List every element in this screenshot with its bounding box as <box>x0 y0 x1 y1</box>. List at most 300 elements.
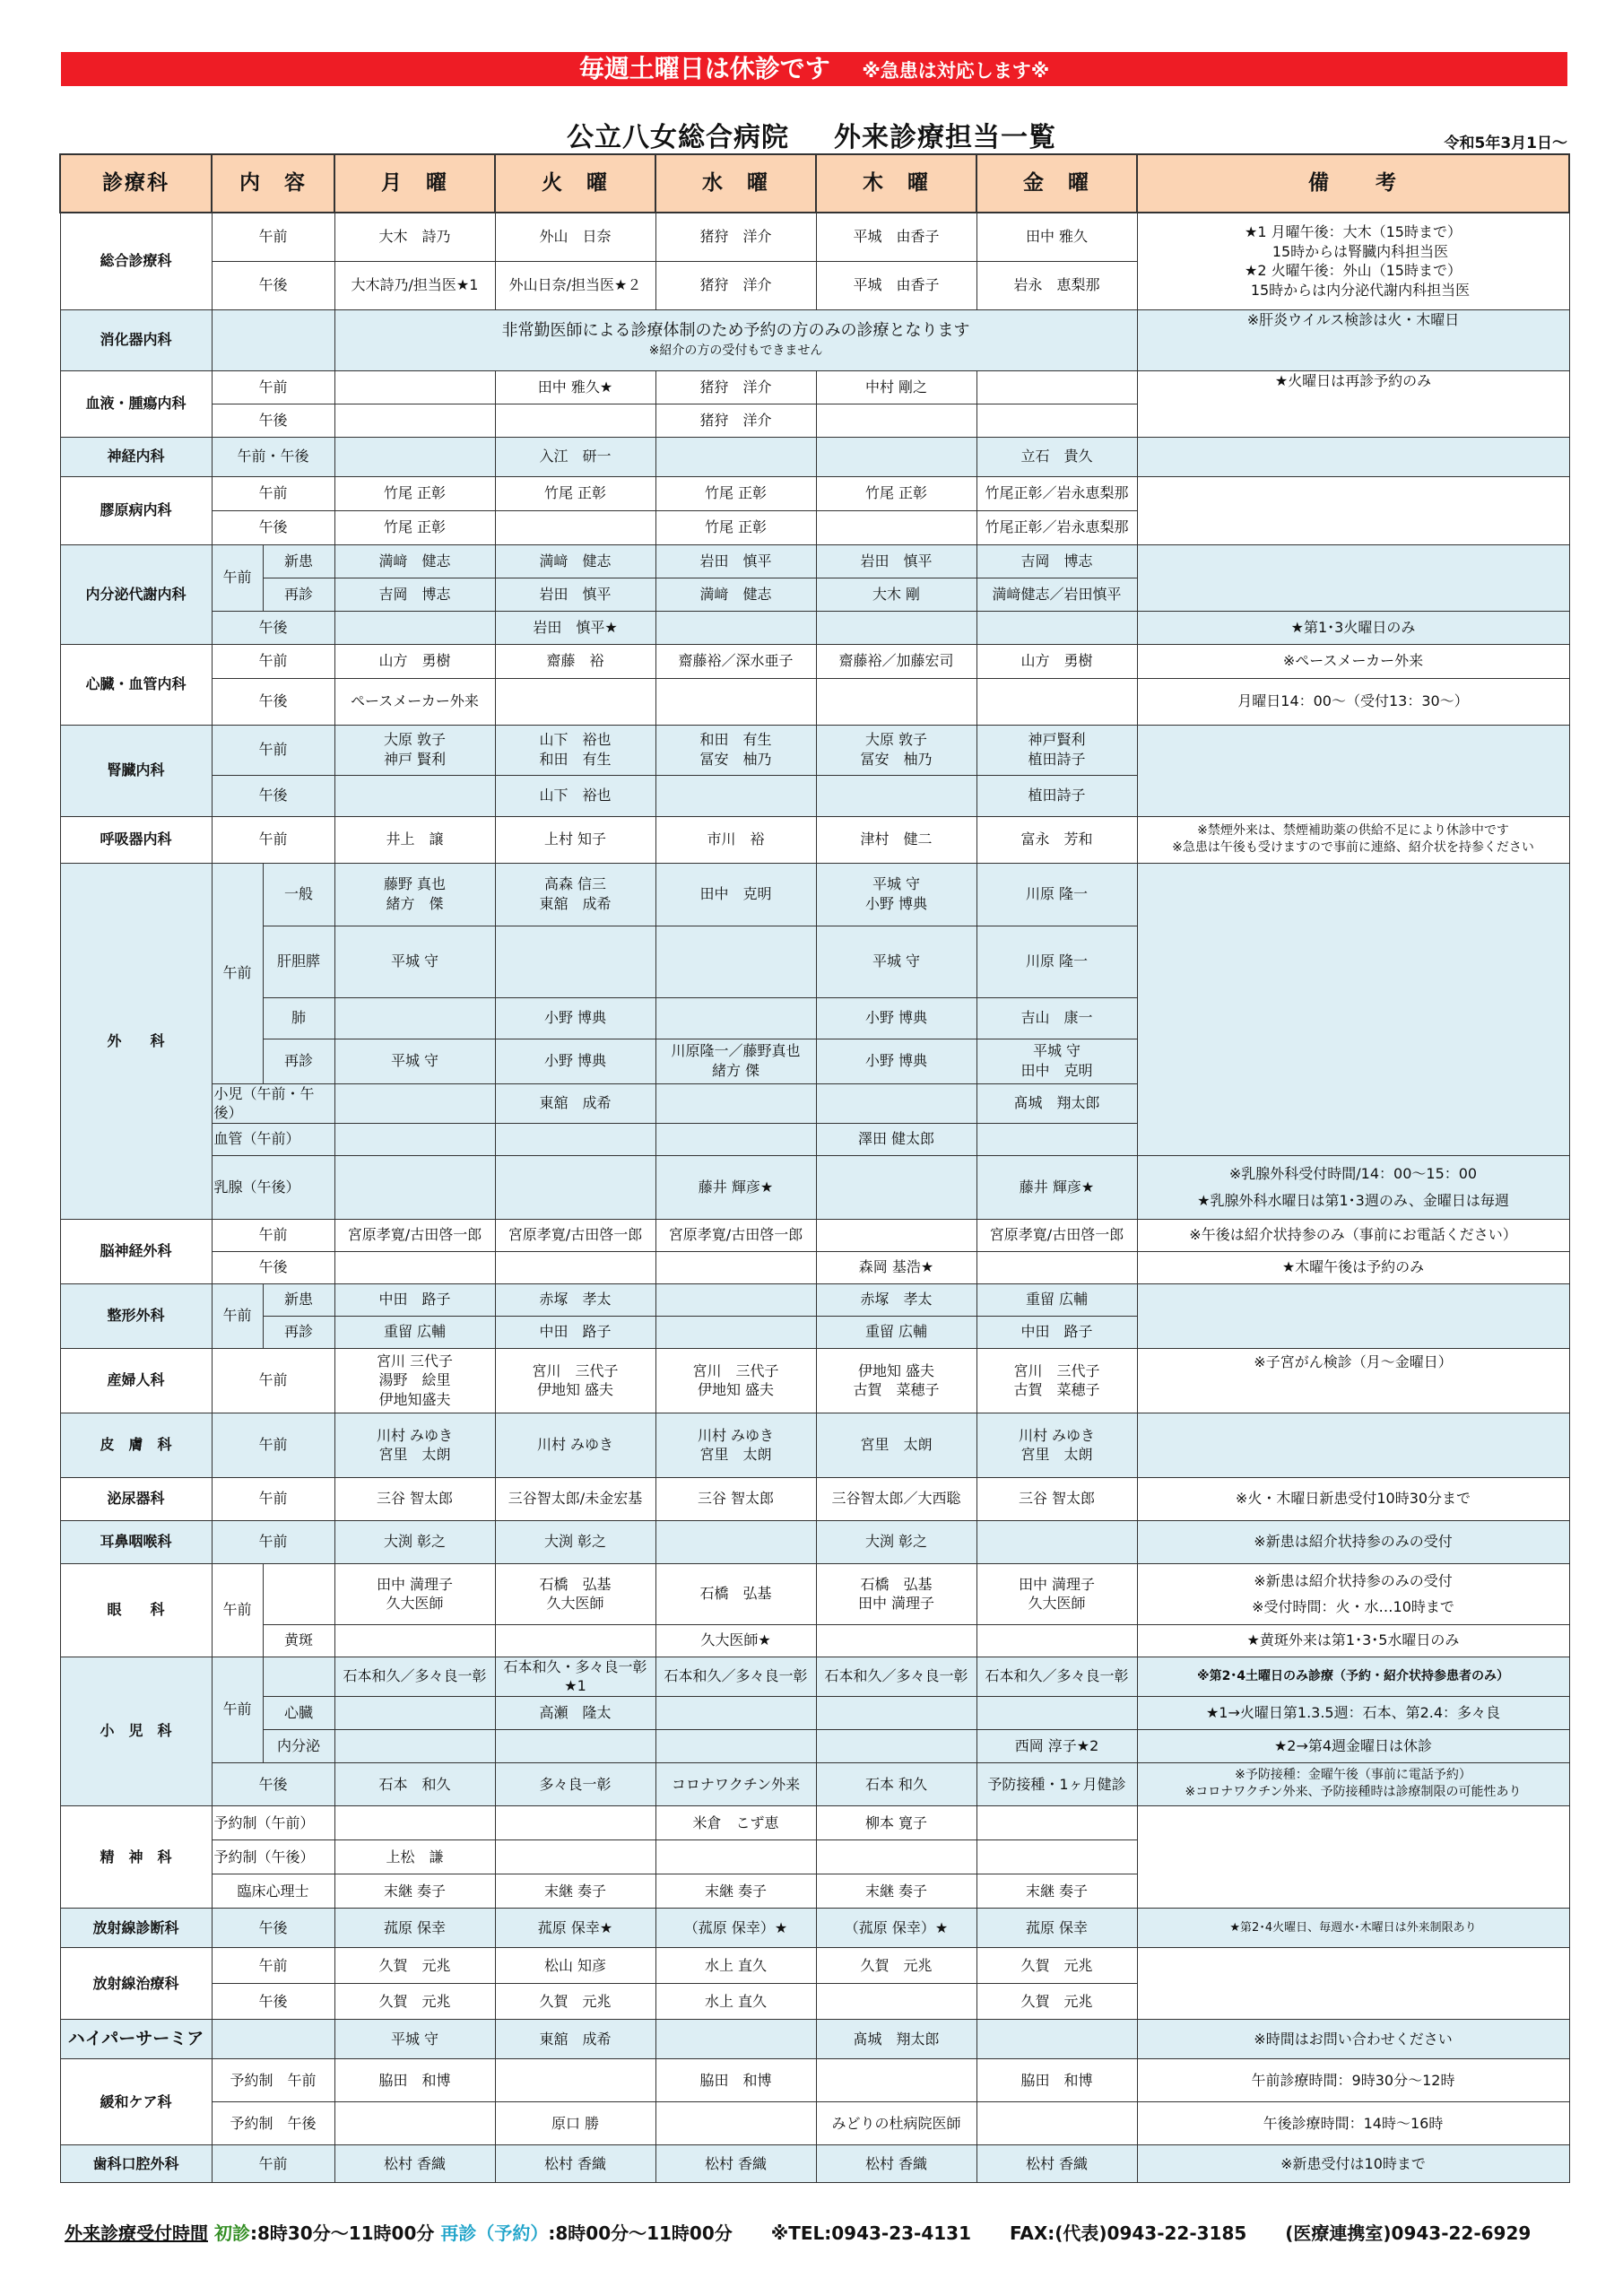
reception-hours-footer <box>65 2219 1531 2245</box>
doctor-cell: 上村 知子 <box>495 816 655 863</box>
doctor-cell <box>816 2058 976 2101</box>
dept-radiology-diagnosis: 放射線診断科 <box>60 1908 212 1947</box>
doctor-cell: 東舘 成希 <box>495 2019 655 2058</box>
table-row <box>60 1283 1569 1316</box>
doctor-cell: 宮原孝寛/古田啓一郎 <box>334 1219 495 1251</box>
doctor-cell: ペースメーカー外来 <box>334 678 495 725</box>
doctor-cell: 竹尾 正彰 <box>655 510 816 544</box>
table-row <box>60 644 1569 678</box>
doctor-cell <box>655 1696 816 1729</box>
doctor-cell: 満﨑 健志 <box>495 544 655 578</box>
dept-collagen: 膠原病内科 <box>60 476 212 544</box>
doctor-cell <box>655 1316 816 1348</box>
dept-neurology: 神経内科 <box>60 437 212 476</box>
dept-general: 総合診療科 <box>60 213 212 309</box>
doctor-cell: 川村 みゆき 宮里 太朗 <box>976 1413 1137 1477</box>
doctor-cell <box>655 926 816 997</box>
table-row <box>60 1805 1569 1839</box>
doctor-cell: 竹尾 正彰 <box>816 476 976 510</box>
first-visit-time: :8時30分～11時00分 <box>249 2222 435 2244</box>
session-label: 午後 <box>212 1251 334 1283</box>
doctor-cell <box>334 1251 495 1283</box>
session-label: 午前 <box>212 816 334 863</box>
closed-saturday-banner <box>61 52 1567 86</box>
doctor-cell <box>976 1805 1137 1839</box>
doctor-cell <box>976 404 1137 437</box>
fax-number: FAX:(代表)0943-22-3185 <box>1009 2222 1247 2244</box>
note-cell: ※時間はお問い合わせください <box>1137 2019 1569 2058</box>
doctor-cell: 高瀬 隆太 <box>495 1696 655 1729</box>
doctor-cell <box>816 678 976 725</box>
doctor-cell: 川原 隆一 <box>976 926 1137 997</box>
note-cell: ※火・木曜日新患受付10時30分まで <box>1137 1477 1569 1520</box>
sub-label: 新患 <box>263 544 334 578</box>
session-label: 午前 <box>212 476 334 510</box>
doctor-cell <box>976 1520 1137 1563</box>
gastro-line2: ※紹介の方の受付もできません <box>648 343 823 358</box>
sub-label: 再診 <box>263 1316 334 1348</box>
doctor-cell <box>655 1283 816 1316</box>
dept-ent: 耳鼻咽喉科 <box>60 1520 212 1563</box>
doctor-cell <box>816 510 976 544</box>
doctor-cell: 川原 隆一 <box>976 863 1137 926</box>
doctor-cell <box>334 997 495 1039</box>
doctor-cell <box>334 775 495 816</box>
table-row <box>60 1155 1569 1219</box>
doctor-cell <box>976 2101 1137 2144</box>
sub-label: 黄斑 <box>263 1624 334 1657</box>
doctor-cell: 岩田 慎平 <box>655 544 816 578</box>
doctor-cell: 猪狩 洋介 <box>655 370 816 404</box>
doctor-cell: 竹尾 正彰 <box>495 476 655 510</box>
table-row <box>60 1762 1569 1805</box>
header-wed: 水 曜 <box>655 154 816 213</box>
doctor-cell: 三谷智太郎／大西聡 <box>816 1477 976 1520</box>
table-row <box>60 678 1569 725</box>
note-cell: ※子宮がん検診（月～金曜日） <box>1137 1348 1569 1413</box>
doctor-cell <box>334 1696 495 1729</box>
doctor-cell: 髙城 翔太郎 <box>816 2019 976 2058</box>
doctor-cell: 平城 守 <box>334 1039 495 1083</box>
doctor-cell: 平城 由香子 <box>816 213 976 261</box>
doctor-cell: 小野 博典 <box>495 1039 655 1083</box>
table-row <box>60 213 1569 261</box>
doctor-cell: 澤田 健太郎 <box>816 1123 976 1155</box>
note-line: 15時からは腎臓内科担当医 <box>1257 242 1449 260</box>
doctor-cell: 重留 広輔 <box>334 1316 495 1348</box>
note-cell <box>1137 863 1569 1155</box>
doctor-cell <box>655 1123 816 1155</box>
doctor-cell: 大木 詩乃 <box>334 213 495 261</box>
note-line: 15時からは内分泌代謝内科担当医 <box>1236 281 1471 299</box>
doctor-cell <box>495 678 655 725</box>
doctor-cell: 竹尾 正彰 <box>655 476 816 510</box>
doctor-cell: 齋藤裕／深水亜子 <box>655 644 816 678</box>
doctor-cell: 植田詩子 <box>976 775 1137 816</box>
doctor-cell <box>976 2019 1137 2058</box>
session-label: 午前 <box>212 1563 263 1657</box>
note-cell: ※第2･4土曜日のみ診療（予約・紹介状持参患者のみ） <box>1137 1657 1569 1696</box>
table-row <box>60 1520 1569 1563</box>
doctor-cell <box>655 437 816 476</box>
doctor-cell <box>334 1155 495 1219</box>
note-cell <box>1137 1947 1569 2019</box>
doctor-cell <box>334 1123 495 1155</box>
doctor-cell: 中村 剛之 <box>816 370 976 404</box>
schedule-table <box>59 153 1570 2183</box>
doctor-cell: 山方 勇樹 <box>976 644 1137 678</box>
header-dept: 診療科 <box>60 154 212 213</box>
doctor-cell: 重留 広輔 <box>976 1283 1137 1316</box>
note-cell: ※午後は紹介状持参のみ（事前にお電話ください） <box>1137 1219 1569 1251</box>
doctor-cell: 松村 香織 <box>655 2144 816 2182</box>
doctor-cell <box>334 370 495 404</box>
doctor-cell <box>976 611 1137 644</box>
dept-neurosurgery: 脳神経外科 <box>60 1219 212 1283</box>
doctor-cell: 竹尾正彰／岩永恵梨那 <box>976 510 1137 544</box>
dept-orthopedics: 整形外科 <box>60 1283 212 1348</box>
doctor-cell <box>334 437 495 476</box>
doctor-cell: 久賀 元兆 <box>334 1983 495 2019</box>
doctor-cell: 大渕 彰之 <box>816 1520 976 1563</box>
doctor-cell: 平城 由香子 <box>816 261 976 309</box>
dept-dermatology: 皮 膚 科 <box>60 1413 212 1477</box>
doctor-cell <box>655 2101 816 2144</box>
doctor-cell: 予防接種・1ヶ月健診 <box>976 1762 1137 1805</box>
doctor-cell: みどりの杜病院医師 <box>816 2101 976 2144</box>
doctor-cell: 田中 克明 <box>655 863 816 926</box>
table-row <box>60 2019 1569 2058</box>
doctor-cell: 久賀 元兆 <box>976 1947 1137 1983</box>
doctor-cell <box>816 1696 976 1729</box>
dept-hematology: 血液・腫瘍内科 <box>60 370 212 437</box>
note-cell: ★黄斑外来は第1･3･5水曜日のみ <box>1137 1624 1569 1657</box>
header-fri: 金 曜 <box>976 154 1137 213</box>
doctor-cell <box>334 1805 495 1839</box>
table-row <box>60 309 1569 370</box>
reception-label: 外来診療受付時間 <box>65 2222 208 2244</box>
doctor-cell: 中田 路子 <box>495 1316 655 1348</box>
sub-label: 肺 <box>263 997 334 1039</box>
doctor-cell: 大原 敦子 冨安 柚乃 <box>816 725 976 775</box>
doctor-cell: 石本和久／多々良一彰 <box>976 1657 1137 1696</box>
hospital-name: 公立八女総合病院 <box>567 122 789 153</box>
note-cell: 午前診療時間：9時30分～12時 <box>1137 2058 1569 2101</box>
doctor-cell <box>976 1839 1137 1874</box>
doctor-cell: 津村 健二 <box>816 816 976 863</box>
session-label: 血管（午前） <box>212 1123 334 1155</box>
doctor-cell: 脇田 和博 <box>655 2058 816 2101</box>
doctor-cell: 菰原 保幸 <box>976 1908 1137 1947</box>
doctor-cell: 猪狩 洋介 <box>655 404 816 437</box>
note-cell: 午後診療時間：14時～16時 <box>1137 2101 1569 2144</box>
doctor-cell: 末継 奏子 <box>334 1874 495 1908</box>
tel-number: ※TEL:0943-23-4131 <box>770 2222 972 2244</box>
session-label: 午後 <box>212 404 334 437</box>
doctor-cell: 川原隆一／藤野真也 緒方 傑 <box>655 1039 816 1083</box>
session-label: 午前 <box>212 1657 263 1762</box>
header-tue: 火 曜 <box>495 154 655 213</box>
note-cell: ★木曜午後は予約のみ <box>1137 1251 1569 1283</box>
revisit-label: 再診（予約） <box>440 2222 549 2244</box>
doctor-cell: 大渕 彰之 <box>334 1520 495 1563</box>
doctor-cell: 宮川 三代子 湯野 絵里 伊地知盛夫 <box>334 1348 495 1413</box>
dept-psychiatry: 精 神 科 <box>60 1805 212 1908</box>
doctor-cell: 松村 香織 <box>495 2144 655 2182</box>
note-cell <box>1137 213 1569 309</box>
doctor-cell: 竹尾正彰／岩永恵梨那 <box>976 476 1137 510</box>
doctor-cell: 小野 博典 <box>816 1039 976 1083</box>
note-line: ★2 火曜午後：外山（15時まで） <box>1245 262 1462 280</box>
session-label: 午後 <box>212 775 334 816</box>
doctor-cell: 末継 奏子 <box>655 1874 816 1908</box>
table-row <box>60 816 1569 863</box>
table-row <box>60 1729 1569 1762</box>
doctor-cell: 久賀 元兆 <box>495 1983 655 2019</box>
doctor-cell: 大渕 彰之 <box>495 1520 655 1563</box>
doctor-cell: 石本 和久 <box>334 1762 495 1805</box>
doctor-cell: 松村 香織 <box>334 2144 495 2182</box>
doctor-cell: 外山日奈/担当医★２ <box>495 261 655 309</box>
table-row <box>60 1657 1569 1696</box>
doctor-cell: 神戸賢利 植田詩子 <box>976 725 1137 775</box>
table-row <box>60 437 1569 476</box>
sub-label: 一般 <box>263 863 334 926</box>
doctor-cell <box>655 2019 816 2058</box>
doctor-cell <box>655 678 816 725</box>
session-label: 午前 <box>212 2144 334 2182</box>
doctor-cell <box>334 611 495 644</box>
doctor-cell: 宮原孝寛/古田啓一郎 <box>495 1219 655 1251</box>
dept-respiratory: 呼吸器内科 <box>60 816 212 863</box>
doctor-cell: 石橋 弘基 <box>655 1563 816 1624</box>
session-label: 午前 <box>212 1283 263 1348</box>
doctor-cell: 三谷智太郎/未金宏基 <box>495 1477 655 1520</box>
note-cell: ※禁煙外来は、禁煙補助薬の供給不足により休診中です ※急患は午後も受けますので事前に連絡、紹介状を持参ください <box>1137 816 1569 863</box>
note-cell: ※新患は紹介状持参のみの受付 <box>1137 1520 1569 1563</box>
doctor-cell: 宮原孝寛/古田啓一郎 <box>655 1219 816 1251</box>
doctor-cell: 松村 香織 <box>976 2144 1137 2182</box>
header-thu: 木 曜 <box>816 154 976 213</box>
doctor-cell: 満﨑健志／岩田慎平 <box>976 578 1137 611</box>
doctor-cell <box>655 1729 816 1762</box>
doctor-cell: 赤塚 孝太 <box>816 1283 976 1316</box>
doctor-cell <box>495 1251 655 1283</box>
doctor-cell: 末継 奏子 <box>816 1874 976 1908</box>
table-row <box>60 725 1569 775</box>
session-label: 午前 <box>212 370 334 404</box>
sub-label: 再診 <box>263 578 334 611</box>
note-cell: ★1→火曜日第1.3.5週：石本、第2.4：多々良 <box>1137 1696 1569 1729</box>
table-row <box>60 863 1569 926</box>
doctor-cell: 末継 奏子 <box>495 1874 655 1908</box>
doctor-cell: 岩永 恵梨那 <box>976 261 1137 309</box>
doctor-cell <box>976 370 1137 404</box>
doctor-cell <box>816 1839 976 1874</box>
dept-gastro: 消化器内科 <box>60 309 212 370</box>
effective-date: 令和5年3月1日～ <box>1444 135 1567 152</box>
session-label: 午前 <box>212 725 334 775</box>
doctor-cell: 竹尾 正彰 <box>334 476 495 510</box>
dept-hyperthermia: ハイパーサーミア <box>60 2019 212 2058</box>
doctor-cell <box>816 775 976 816</box>
doctor-cell: 髙城 翔太郎 <box>976 1083 1137 1123</box>
doctor-cell: 松山 知彦 <box>495 1947 655 1983</box>
doctor-cell: 藤野 真也 緒方 傑 <box>334 863 495 926</box>
sub-label: 内分泌 <box>263 1729 334 1762</box>
note-cell <box>1137 437 1569 476</box>
doctor-cell: 平城 守 田中 克明 <box>976 1039 1137 1083</box>
schedule-title: 外来診療担当一覧 <box>834 122 1056 153</box>
doctor-cell: 伊地知 盛夫 古賀 菜穂子 <box>816 1348 976 1413</box>
doctor-cell <box>334 2101 495 2144</box>
dept-ophthalmology: 眼 科 <box>60 1563 212 1657</box>
doctor-cell: 岩田 慎平 <box>495 578 655 611</box>
session-label: 午前・午後 <box>212 437 334 476</box>
session-label <box>212 309 334 370</box>
doctor-cell <box>976 678 1137 725</box>
doctor-cell <box>495 404 655 437</box>
doctor-cell: 岩田 慎平★ <box>495 611 655 644</box>
sub-label: 新患 <box>263 1283 334 1316</box>
sub-label: 再診 <box>263 1039 334 1083</box>
note-cell: ※予防接種：金曜午後（事前に電話予約） ※コロナワクチン外来、予防接種時は診療制限の可能性あり <box>1137 1762 1569 1805</box>
doctor-cell: 石本和久／多々良一彰 <box>816 1657 976 1696</box>
doctor-cell <box>495 1839 655 1874</box>
table-row <box>60 1696 1569 1729</box>
doctor-cell: 赤塚 孝太 <box>495 1283 655 1316</box>
dept-obgyn: 産婦人科 <box>60 1348 212 1413</box>
doctor-cell: 藤井 輝彦★ <box>655 1155 816 1219</box>
doctor-cell <box>655 997 816 1039</box>
table-row <box>60 476 1569 510</box>
header-notes: 備 考 <box>1137 154 1569 213</box>
doctor-cell: 田中 満理子 久大医師 <box>334 1563 495 1624</box>
session-label: 午前 <box>212 863 263 1083</box>
session-label: 午前 <box>212 1219 334 1251</box>
doctor-cell: 高森 信三 東舘 成希 <box>495 863 655 926</box>
banner-sub: ※急患は対応します※ <box>862 60 1050 82</box>
dept-radiotherapy: 放射線治療科 <box>60 1947 212 2019</box>
doctor-cell <box>816 1729 976 1762</box>
note-cell <box>1137 1413 1569 1477</box>
doctor-cell: 久賀 元兆 <box>334 1947 495 1983</box>
doctor-cell <box>334 1083 495 1123</box>
doctor-cell: 久大医師★ <box>655 1624 816 1657</box>
doctor-cell: 竹尾 正彰 <box>334 510 495 544</box>
table-row <box>60 1624 1569 1657</box>
doctor-cell: 平城 守 <box>334 2019 495 2058</box>
doctor-cell: 西岡 淳子★2 <box>976 1729 1137 1762</box>
dept-nephrology: 腎臓内科 <box>60 725 212 816</box>
table-row <box>60 544 1569 578</box>
doctor-cell <box>816 611 976 644</box>
note-cell: ※新患受付は10時まで <box>1137 2144 1569 2182</box>
doctor-cell: 石橋 弘基 田中 満理子 <box>816 1563 976 1624</box>
table-row <box>60 1413 1569 1477</box>
doctor-cell: 大木 剛 <box>816 578 976 611</box>
liaison-number: (医療連携室)0943-22-6929 <box>1285 2222 1532 2244</box>
doctor-cell: 東舘 成希 <box>495 1083 655 1123</box>
doctor-cell: 吉山 康一 <box>976 997 1137 1039</box>
doctor-cell: 田中 満理子 久大医師 <box>976 1563 1137 1624</box>
sub-label <box>263 1563 334 1624</box>
doctor-cell: 原口 勝 <box>495 2101 655 2144</box>
doctor-cell: 多々良一彰 <box>495 1762 655 1805</box>
doctor-cell: （菰原 保幸）★ <box>816 1908 976 1947</box>
session-label: 午後 <box>212 1983 334 2019</box>
table-row <box>60 2144 1569 2182</box>
page-title <box>0 115 1623 154</box>
doctor-cell: 米倉 こず恵 <box>655 1805 816 1839</box>
note-cell: ★第1･3火曜日のみ <box>1137 611 1569 644</box>
doctor-cell <box>655 775 816 816</box>
session-label: 乳腺（午後） <box>212 1155 334 1219</box>
table-row <box>60 1477 1569 1520</box>
doctor-cell <box>655 1251 816 1283</box>
header-row <box>60 154 1569 213</box>
doctor-cell: 平城 守 小野 博典 <box>816 863 976 926</box>
doctor-cell: 齋藤裕／加藤宏司 <box>816 644 976 678</box>
doctor-cell: 石本和久／多々良一彰 <box>655 1657 816 1696</box>
doctor-cell: 小野 博典 <box>816 997 976 1039</box>
doctor-cell: 外山 日奈 <box>495 213 655 261</box>
doctor-cell: 川村 みゆき 宮里 太朗 <box>655 1413 816 1477</box>
doctor-cell: 満﨑 健志 <box>334 544 495 578</box>
doctor-cell <box>976 1624 1137 1657</box>
doctor-cell <box>495 1729 655 1762</box>
doctor-cell: 小野 博典 <box>495 997 655 1039</box>
doctor-cell: 田中 雅久★ <box>495 370 655 404</box>
session-label: 午後 <box>212 261 334 309</box>
doctor-cell <box>816 404 976 437</box>
sub-label <box>263 1657 334 1696</box>
session-label: 午後 <box>212 1762 334 1805</box>
session-label: 予約制 午後 <box>212 2101 334 2144</box>
doctor-cell: 水上 直久 <box>655 1983 816 2019</box>
doctor-cell: 井上 譲 <box>334 816 495 863</box>
table-row <box>60 1219 1569 1251</box>
sub-label: 肝胆膵 <box>263 926 334 997</box>
doctor-cell <box>976 1123 1137 1155</box>
note-cell: ※ペースメーカー外来 <box>1137 644 1569 678</box>
table-row <box>60 611 1569 644</box>
session-label: 午前 <box>212 1413 334 1477</box>
doctor-cell: 三谷 智太郎 <box>334 1477 495 1520</box>
doctor-cell: 藤井 輝彦★ <box>976 1155 1137 1219</box>
doctor-cell: 山下 裕也 <box>495 775 655 816</box>
gastro-line1: 非常勤医師による診療体制のため予約の方のみの診療となります <box>501 321 970 341</box>
doctor-cell: 石本和久／多々良一彰 <box>334 1657 495 1696</box>
dept-pediatrics: 小 児 科 <box>60 1657 212 1805</box>
doctor-cell <box>976 1696 1137 1729</box>
note-cell: ★2→第4週金曜日は休診 <box>1137 1729 1569 1762</box>
doctor-cell: 宮原孝寛/古田啓一郎 <box>976 1219 1137 1251</box>
table-row <box>60 1251 1569 1283</box>
sub-label: 心臓 <box>263 1696 334 1729</box>
note-cell: ★火曜日は再診予約のみ <box>1137 370 1569 437</box>
doctor-cell <box>334 1624 495 1657</box>
revisit-time: :8時00分～11時00分 <box>548 2222 733 2244</box>
doctor-cell: 松村 香織 <box>816 2144 976 2182</box>
doctor-cell: 末継 奏子 <box>976 1874 1137 1908</box>
doctor-cell <box>495 1155 655 1219</box>
doctor-cell <box>655 1839 816 1874</box>
doctor-cell: 田中 雅久 <box>976 213 1137 261</box>
doctor-cell: 富永 芳和 <box>976 816 1137 863</box>
doctor-cell: 脇田 和博 <box>334 2058 495 2101</box>
note-cell: ※新患は紹介状持参のみの受付 ※受付時間：火・水…10時まで <box>1137 1563 1569 1624</box>
